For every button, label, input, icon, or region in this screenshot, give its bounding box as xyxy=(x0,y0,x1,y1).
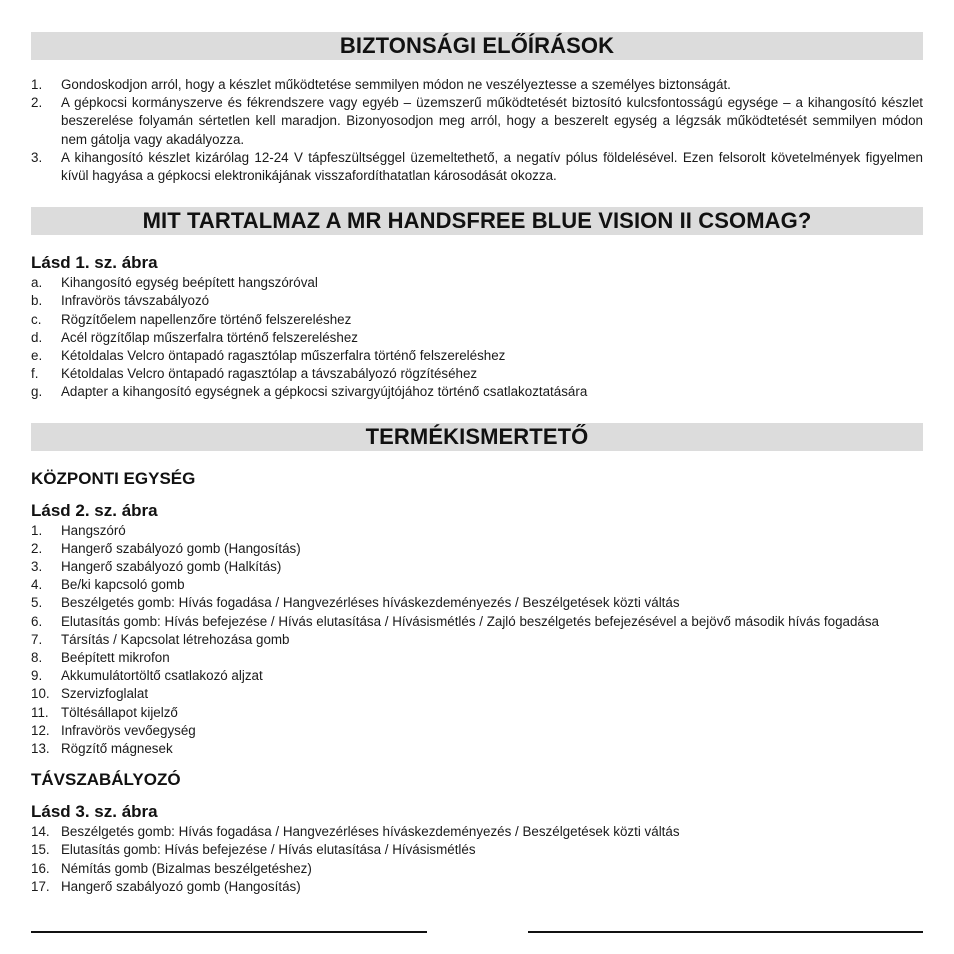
list-item xyxy=(31,860,923,878)
list-item xyxy=(31,667,923,685)
list-item xyxy=(31,558,923,576)
item-letter: e. xyxy=(31,348,43,364)
item-number: 5. xyxy=(31,595,43,611)
contents-list xyxy=(31,274,923,401)
item-text: Beszélgetés gomb: Hívás fogadása / Hangvezérléses híváskezdeményezés / Beszélgetések közti váltás xyxy=(61,595,680,611)
item-number: 11. xyxy=(31,704,49,720)
list-item xyxy=(31,841,923,859)
item-text: Kétoldalas Velcro öntapadó ragasztólap műszerfalra történő felszereléshez xyxy=(61,348,506,364)
item-text: Hangerő szabályozó gomb (Hangosítás) xyxy=(61,878,301,894)
item-text: Hangerő szabályozó gomb (Halkítás) xyxy=(61,559,282,575)
list-item xyxy=(31,649,923,667)
remote-heading: TÁVSZABÁLYOZÓ xyxy=(31,770,181,790)
central-unit-figure-ref: Lásd 2. sz. ábra xyxy=(31,500,158,520)
item-number: 14. xyxy=(31,824,50,840)
item-text: Kihangosító egység beépített hangszóróval xyxy=(61,275,318,291)
item-number: 17. xyxy=(31,878,50,894)
item-number: 10. xyxy=(31,686,50,702)
item-number: 4. xyxy=(31,577,43,593)
item-number: 7. xyxy=(31,631,43,647)
list-item xyxy=(31,823,923,841)
item-letter: d. xyxy=(31,329,43,345)
item-text: Rögzítőelem napellenzőre történő felszereléshez xyxy=(61,311,352,327)
item-text: Acél rögzítőlap műszerfalra történő felszereléshez xyxy=(61,329,358,345)
safety-list xyxy=(31,76,923,185)
item-letter: c. xyxy=(31,311,42,327)
item-number: 2. xyxy=(31,540,43,556)
item-number: 8. xyxy=(31,650,43,666)
list-item xyxy=(31,292,923,310)
item-text: Hangszóró xyxy=(61,522,126,538)
item-text: Beszélgetés gomb: Hívás fogadása / Hangvezérléses híváskezdeményezés / Beszélgetések közti váltás xyxy=(61,824,680,840)
footer-rule-left xyxy=(31,931,427,933)
list-item xyxy=(31,613,923,631)
list-item xyxy=(31,311,923,329)
list-item xyxy=(31,149,923,185)
item-letter: a. xyxy=(31,275,43,291)
list-item xyxy=(31,522,923,540)
item-number: 12. xyxy=(31,722,50,738)
product-section-title: TERMÉKISMERTETŐ xyxy=(31,423,923,451)
item-text: Társítás / Kapcsolat létrehozása gomb xyxy=(61,631,290,647)
remote-figure-ref: Lásd 3. sz. ábra xyxy=(31,802,158,822)
list-item xyxy=(31,365,923,383)
list-item xyxy=(31,878,923,896)
item-number: 9. xyxy=(31,668,43,684)
item-text: Adapter a kihangosító egységnek a gépkocsi szivargyújtójához történő csatlakoztatására xyxy=(61,384,588,400)
item-letter: g. xyxy=(31,384,43,400)
list-item xyxy=(31,329,923,347)
item-number: 13. xyxy=(31,741,50,757)
footer-rule-right xyxy=(528,931,923,933)
item-letter: b. xyxy=(31,293,43,309)
item-number: 15. xyxy=(31,842,50,858)
item-text: A gépkocsi kormányszerve és fékrendszere vagy egyéb – üzemszerű működtetését biztosító kulcsfontosságú egysége – a kihangosító készlet beszerelése folyamán sértetlen kell maradjon. Bizonyosodjon meg arról, hogy a beszerelt egység a légzsák működtetését semmilyen módon nem gátolja vagy akadályozza. xyxy=(61,95,923,147)
item-text: Be/ki kapcsoló gomb xyxy=(61,577,185,593)
list-item xyxy=(31,740,923,758)
item-text: Infravörös távszabályozó xyxy=(61,293,210,309)
list-item xyxy=(31,94,923,149)
contents-section-title: MIT TARTALMAZ A MR HANDSFREE BLUE VISION II CSOMAG? xyxy=(31,207,923,235)
item-letter: f. xyxy=(31,366,39,382)
item-number: 1. xyxy=(31,77,43,92)
item-text: Töltésállapot kijelző xyxy=(61,704,178,720)
item-text: Elutasítás gomb: Hívás befejezése / Hívás elutasítása / Hívásismétlés xyxy=(61,842,476,858)
list-item xyxy=(31,594,923,612)
manual-page xyxy=(31,32,923,896)
item-text: Elutasítás gomb: Hívás befejezése / Hívás elutasítása / Hívásismétlés / Zajló beszélgetés befejezésével a bejövő második hívás fogadása xyxy=(61,613,879,629)
safety-section-title: BIZTONSÁGI ELŐÍRÁSOK xyxy=(31,32,923,60)
item-number: 1. xyxy=(31,522,43,538)
list-item xyxy=(31,685,923,703)
item-text: Akkumulátortöltő csatlakozó aljzat xyxy=(61,668,263,684)
list-item xyxy=(31,576,923,594)
item-text: Hangerő szabályozó gomb (Hangosítás) xyxy=(61,540,301,556)
item-text: Beépített mikrofon xyxy=(61,650,170,666)
item-number: 3. xyxy=(31,149,43,165)
contents-figure-ref: Lásd 1. sz. ábra xyxy=(31,253,158,273)
list-item xyxy=(31,347,923,365)
list-item xyxy=(31,722,923,740)
item-number: 2. xyxy=(31,95,43,111)
list-item xyxy=(31,274,923,292)
item-number: 16. xyxy=(31,860,50,876)
list-item xyxy=(31,383,923,401)
list-item xyxy=(31,704,923,722)
central-unit-heading: KÖZPONTI EGYSÉG xyxy=(31,468,196,488)
item-number: 3. xyxy=(31,559,43,575)
list-item xyxy=(31,540,923,558)
item-text: Gondoskodjon arról, hogy a készlet működtetése semmilyen módon ne veszélyeztesse a személyes biztonságát. xyxy=(61,77,731,92)
list-item xyxy=(31,76,923,94)
remote-list xyxy=(31,823,923,896)
item-number: 6. xyxy=(31,613,43,629)
list-item xyxy=(31,631,923,649)
central-unit-list xyxy=(31,522,923,759)
item-text: Kétoldalas Velcro öntapadó ragasztólap a távszabályozó rögzítéséhez xyxy=(61,366,478,382)
item-text: Némítás gomb (Bizalmas beszélgetéshez) xyxy=(61,860,312,876)
item-text: Rögzítő mágnesek xyxy=(61,741,173,757)
item-text: Szervizfoglalat xyxy=(61,686,149,702)
item-text: A kihangosító készlet kizárólag 12-24 V tápfeszültséggel üzemeltethető, a negatív pólus földelésével. Ezen felsorolt követelmények figyelmen kívül hagyása a gépkocsi elektronikájának visszafordíthatatlan károsodását okozza. xyxy=(61,149,923,184)
item-text: Infravörös vevőegység xyxy=(61,722,196,738)
